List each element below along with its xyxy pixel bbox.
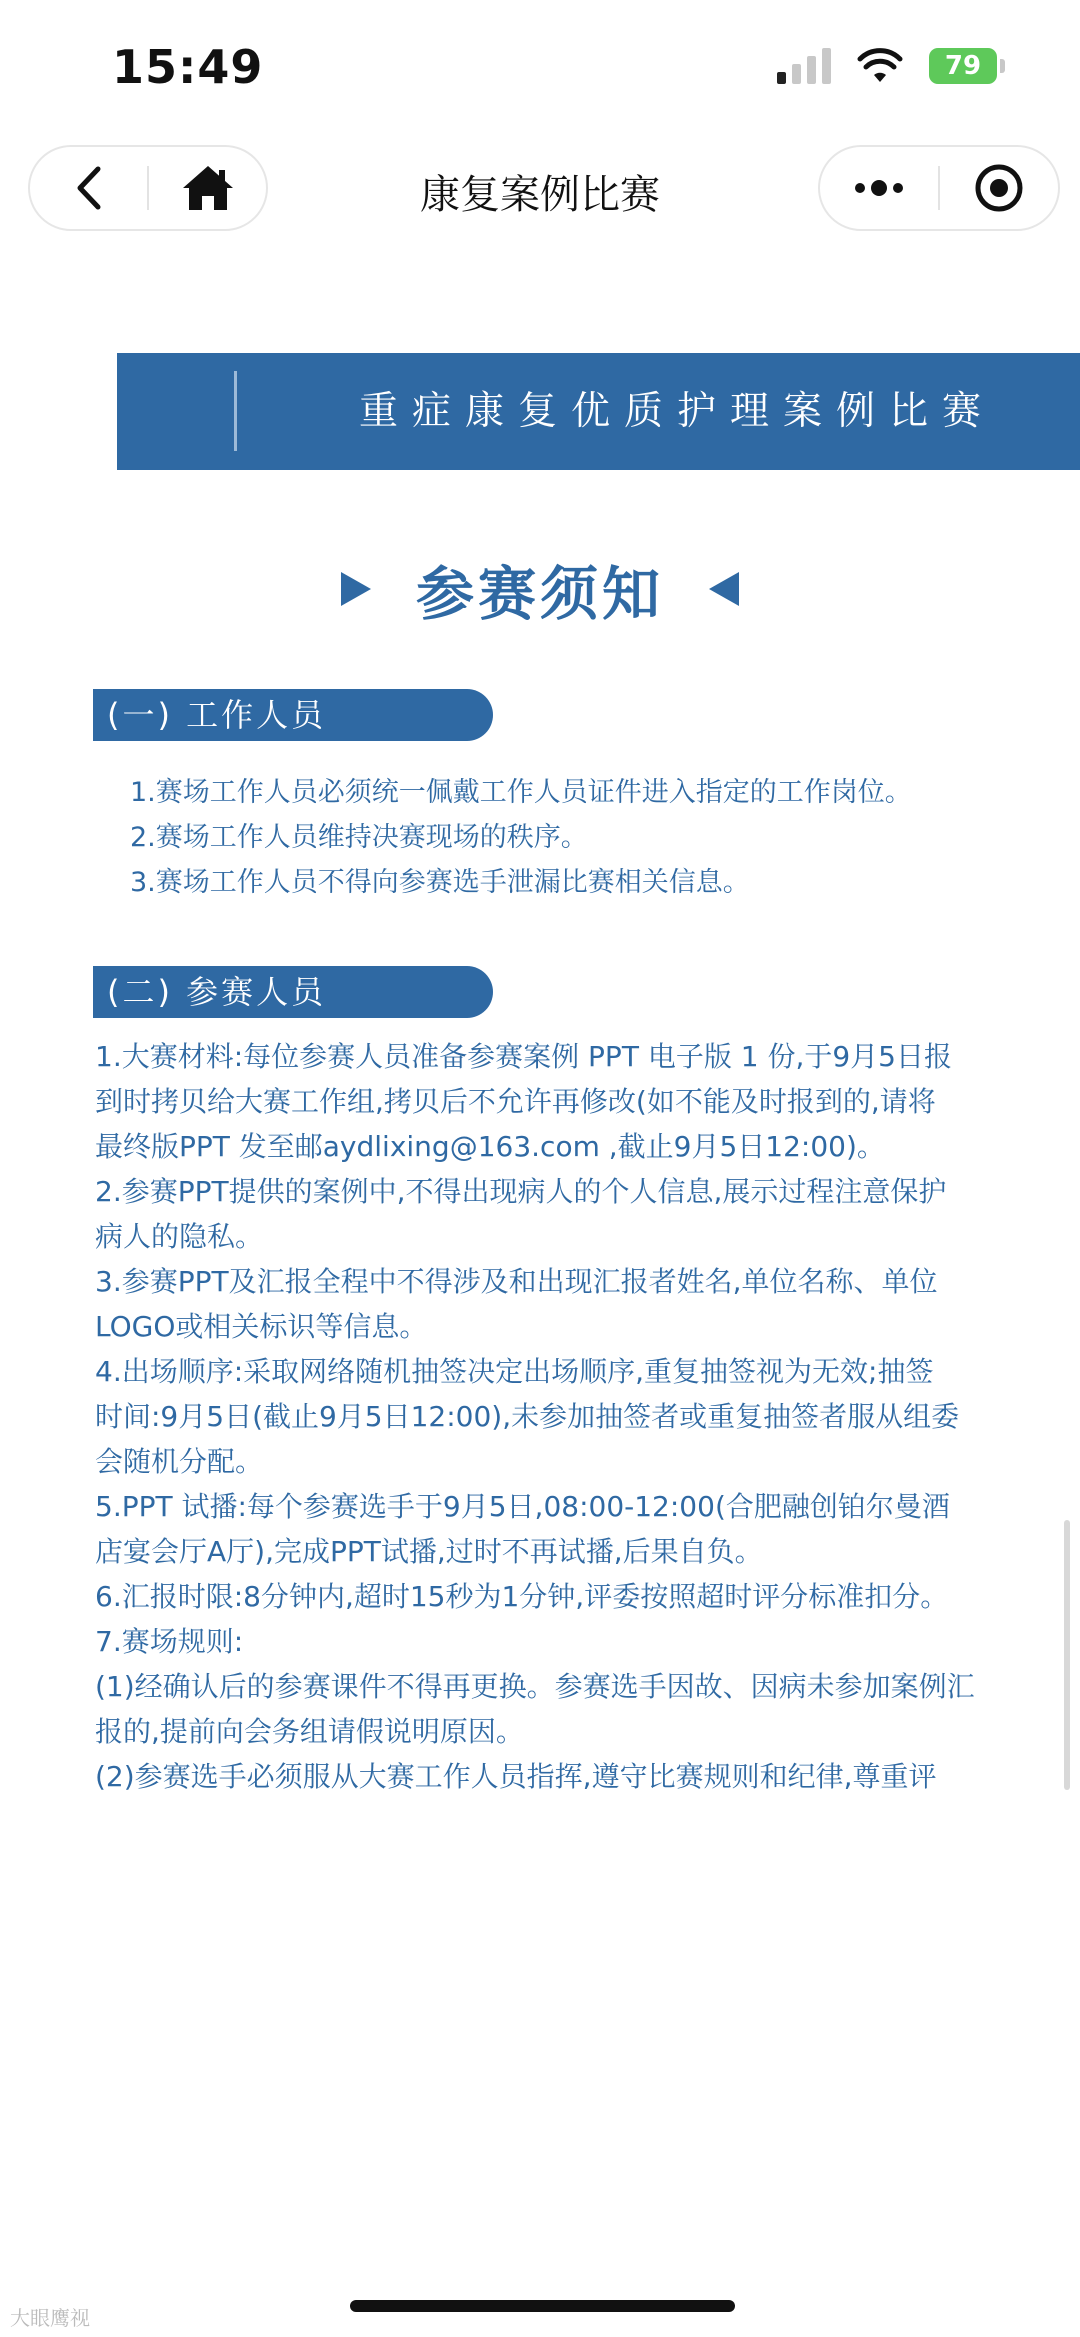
mini-program-nav-bar [0,145,1080,235]
scrollbar[interactable] [1064,1520,1070,1790]
status-icons [777,48,1005,84]
page-title: 康复案例比赛 [420,172,660,218]
rule-line: 6.汇报时限:8分钟内,超时15秒为1分钟,评委按照超时评分标准扣分。 [95,1580,949,1613]
rule-line: (2)参赛选手必须服从大赛工作人员指挥,遵守比赛规则和纪律,尊重评 [95,1760,937,1793]
event-banner [117,353,1080,470]
notice-title: 参赛须知 [415,560,664,628]
section-heading-participants: (二) 参赛人员 [93,966,493,1018]
status-time: 15:49 [112,40,264,94]
rule-line: LOGO或相关标识等信息。 [95,1310,428,1343]
notice-heading [0,547,1080,631]
status-bar [0,0,1080,140]
article-content [0,235,1080,2337]
rule-line: 到时拷贝给大赛工作组,拷贝后不允许再修改(如不能及时报到的,请将 [95,1085,936,1118]
rule-line: 病人的隐私。 [95,1220,264,1253]
battery-icon [929,48,1005,84]
target-close-icon [974,163,1024,213]
cellular-signal-icon [777,48,831,84]
rule-line: 2.参赛PPT提供的案例中,不得出现病人的个人信息,展示过程注意保护 [95,1175,947,1208]
more-button[interactable] [820,147,938,229]
rule-line: 报的,提前向会务组请假说明原因。 [95,1715,524,1748]
rule-line: 4.出场顺序:采取网络随机抽签决定出场顺序,重复抽签视为无效;抽签 [95,1355,934,1388]
battery-level: 79 [929,48,997,84]
rule-line: 店宴会厅A厅),完成PPT试播,过时不再试播,后果自负。 [95,1535,763,1568]
rule-line: 3.参赛PPT及汇报全程中不得涉及和出现汇报者姓名,单位名称、单位 [95,1265,938,1298]
watermark-text: 大眼鹰视 [10,2306,90,2330]
banner-divider [234,371,237,451]
triangle-right-icon [341,572,371,606]
wifi-icon [857,48,903,84]
staff-rule-1: 1.赛场工作人员必须统一佩戴工作人员证件进入指定的工作岗位。 [130,777,912,808]
rule-line: 1.大赛材料:每位参赛人员准备参赛案例 PPT 电子版 1 份,于9月5日报 [95,1040,952,1073]
rule-line: 时间:9月5日(截止9月5日12:00),未参加抽签者或重复抽签者服从组委 [95,1400,960,1433]
rule-line: 会随机分配。 [95,1445,264,1478]
staff-rule-2: 2.赛场工作人员维持决赛现场的秩序。 [130,822,588,853]
home-indicator[interactable] [350,2300,735,2312]
banner-title: 重症康复优质护理案例比赛 [358,389,995,434]
rule-line: 7.赛场规则: [95,1625,244,1658]
close-button[interactable] [940,147,1058,229]
nav-capsule-right [818,145,1060,231]
rule-line: (1)经确认后的参赛课件不得再更换。参赛选手因故、因病未参加案例汇 [95,1670,975,1703]
rule-line: 5.PPT 试播:每个参赛选手于9月5日,08:00-12:00(合肥融创铂尔曼酒 [95,1490,950,1523]
more-dots-icon [852,178,906,198]
section-heading-staff: (一) 工作人员 [93,689,493,741]
triangle-left-icon [709,572,739,606]
rule-line: 最终版PPT 发至邮aydlixing@163.com ,截止9月5日12:00)。 [95,1130,885,1163]
staff-rule-3: 3.赛场工作人员不得向参赛选手泄漏比赛相关信息。 [130,867,750,898]
